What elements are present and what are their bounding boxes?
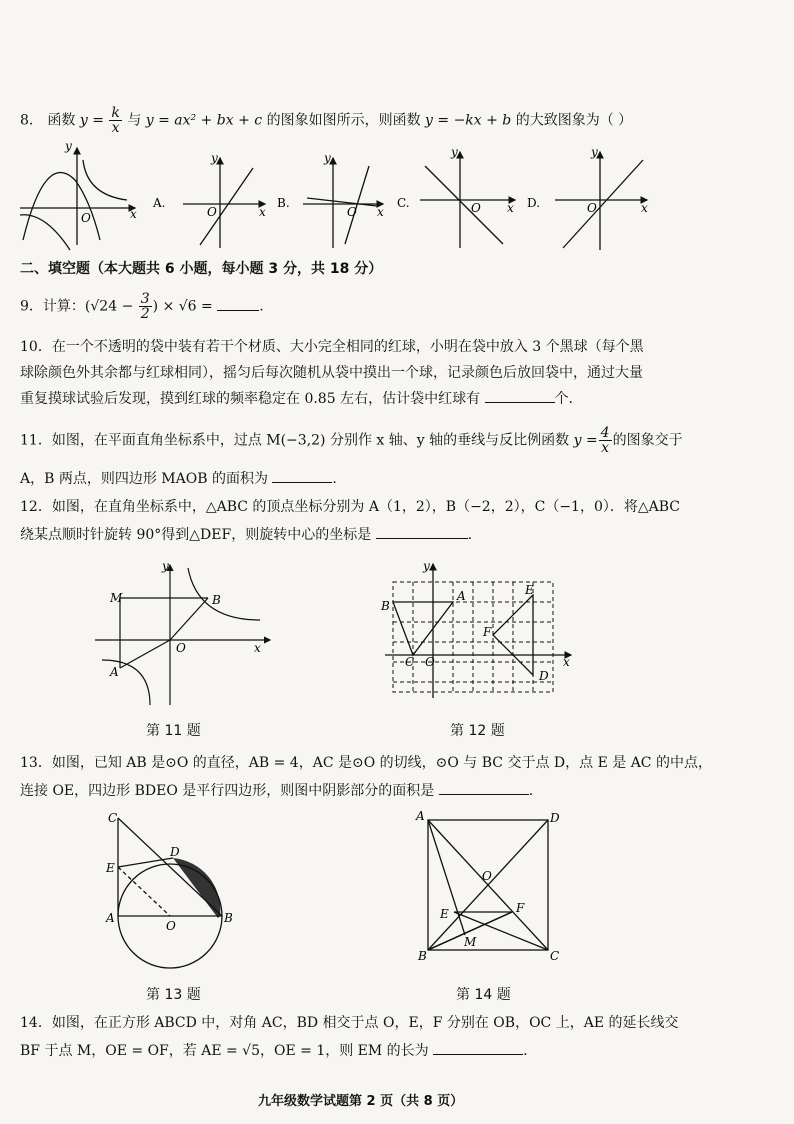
figure-14 — [410, 810, 560, 960]
q8-option-c-graph — [420, 152, 515, 248]
q8-fraction: $\frac{k}{x}$ — [111, 105, 120, 136]
question-10-line-2: 球除颜色外其余都与红球相同），摇匀后每次随机从袋中摸出一个球，记录颜色后放回袋中，通过大量 — [20, 365, 643, 381]
svg-text:B: B — [212, 593, 221, 607]
q8-text-d: 的大致图象为（ ） — [515, 112, 633, 129]
caption-fig-13: 第 13 题 — [146, 987, 201, 1003]
q8-option-c-label: C. — [397, 196, 410, 210]
svg-text:x: x — [254, 641, 261, 655]
q8-y-label: y — [65, 140, 72, 153]
svg-text:C: C — [405, 655, 415, 669]
svg-text:C: C — [108, 811, 118, 825]
q8-text-b: 与 — [127, 112, 142, 129]
svg-text:x: x — [563, 655, 570, 669]
q8-option-d-label: D. — [527, 196, 541, 210]
svg-text:A: A — [110, 665, 119, 679]
svg-text:E: E — [106, 861, 115, 875]
question-11-line-2: A，B 两点，则四边形 MAOB 的面积为 . — [20, 471, 337, 487]
svg-text:y: y — [423, 560, 430, 573]
question-9: 9．计算：(√24 − $\frac{3}{2}$ ) × √6 = . — [20, 291, 264, 322]
svg-text:M: M — [464, 935, 477, 949]
svg-text:D: D — [550, 811, 560, 825]
page-footer: 九年级数学试题第 2 页（共 8 页） — [258, 1094, 464, 1109]
svg-text:O: O — [347, 205, 357, 219]
svg-text:O: O — [425, 655, 435, 669]
q10-answer-blank[interactable] — [485, 402, 555, 403]
caption-fig-12: 第 12 题 — [450, 723, 505, 739]
question-11-line-1: 11．如图，在平面直角坐标系中，过点 M(−3,2) 分别作 x 轴、y 轴的垂线与反比例函数 y = $\frac{4}{x}$ 的图象交于 — [20, 425, 683, 456]
svg-text:A: A — [416, 810, 425, 823]
svg-text:x: x — [259, 205, 266, 219]
q14-answer-blank[interactable] — [433, 1054, 523, 1055]
svg-text:B: B — [224, 911, 233, 925]
svg-text:A: A — [457, 589, 466, 603]
svg-text:O: O — [587, 201, 597, 215]
svg-text:F: F — [483, 625, 492, 639]
svg-text:y: y — [162, 560, 169, 573]
q9-answer-blank[interactable] — [217, 310, 259, 311]
q8-given-graph — [20, 148, 135, 250]
question-14-line-2: BF 于点 M，OE = OF，若 AE = √5，OE = 1，则 EM 的长为 . — [20, 1043, 528, 1059]
q8-option-b-label: B. — [277, 196, 290, 210]
question-13-line-1: 13．如图，已知 AB 是⊙O 的直径，AB = 4，AC 是⊙O 的切线，⊙O 与 BC 交于点 D，点 E 是 AC 的中点， — [20, 755, 712, 771]
q9-sqrt-fraction: $\frac{3}{2}$ — [140, 291, 150, 322]
q8-option-a-graph — [183, 158, 265, 248]
svg-text:O: O — [81, 211, 91, 225]
q8-number: 8． — [20, 112, 43, 129]
svg-text:y: y — [591, 145, 598, 159]
figure-12 — [375, 560, 575, 700]
q12-answer-blank[interactable] — [376, 538, 468, 539]
caption-fig-14: 第 14 题 — [456, 987, 511, 1003]
q11-fraction: $\frac{4}{x}$ — [600, 425, 610, 456]
question-12-line-1: 12．如图，在直角坐标系中，△ABC 的顶点坐标分别为 A（1，2），B（−2，2），C（−1，0）．将△ABC — [20, 499, 681, 515]
question-10-line-1: 10．在一个不透明的袋中装有若干个材质、大小完全相同的红球，小明在袋中放入 3 个黑球（每个黑 — [20, 339, 644, 355]
svg-text:E: E — [525, 583, 534, 597]
q8-option-d-graph — [555, 152, 647, 250]
q8-text-c: 的图象如图所示，则函数 — [266, 112, 421, 129]
svg-text:O: O — [207, 205, 217, 219]
question-8: 8． 函数 y = $\frac{k}{x}$ 与 y = ax² + bx + c 的图象如图所示，则函数 y = −kx + b 的大致图象为（ ） — [20, 105, 633, 136]
svg-text:O: O — [166, 919, 176, 933]
svg-text:x: x — [130, 207, 137, 221]
q8-linear: y = −kx + b — [425, 112, 512, 129]
svg-text:O: O — [176, 641, 186, 655]
svg-text:D: D — [170, 845, 180, 859]
svg-text:C: C — [550, 949, 560, 960]
q11-answer-blank[interactable] — [272, 482, 332, 483]
q13-answer-blank[interactable] — [439, 794, 529, 795]
svg-text:x: x — [507, 201, 514, 215]
svg-text:F: F — [516, 901, 525, 915]
svg-text:x: x — [377, 205, 384, 219]
caption-fig-11: 第 11 题 — [146, 723, 201, 739]
svg-text:y: y — [211, 151, 218, 165]
svg-text:E: E — [440, 907, 449, 921]
svg-text:B: B — [418, 949, 427, 960]
section-heading: 二、填空题（本大题共 6 小题，每小题 3 分，共 18 分） — [20, 261, 383, 277]
svg-text:x: x — [641, 201, 648, 215]
q8-option-b-graph — [303, 158, 383, 248]
question-12-line-2: 绕某点顺时针旋转 90°得到△DEF，则旋转中心的坐标是 . — [20, 527, 473, 543]
svg-text:B: B — [381, 599, 390, 613]
svg-text:M: M — [110, 591, 123, 605]
svg-text:y: y — [451, 145, 458, 159]
figure-11 — [90, 560, 280, 710]
svg-text:y: y — [324, 151, 331, 165]
svg-text:D: D — [539, 669, 549, 683]
question-10-line-3: 重复摸球试验后发现，摸到红球的频率稳定在 0.85 左右，估计袋中红球有 个. — [20, 391, 573, 407]
svg-text:A: A — [106, 911, 115, 925]
svg-text:O: O — [471, 201, 481, 215]
q8-option-a-label: A. — [153, 196, 166, 210]
svg-text:O: O — [482, 869, 492, 883]
question-13-line-2: 连接 OE，四边形 BDEO 是平行四边形，则图中阴影部分的面积是 . — [20, 783, 534, 799]
figure-13 — [100, 810, 240, 980]
q8-figures — [15, 140, 655, 260]
question-14-line-1: 14．如图，在正方形 ABCD 中，对角 AC，BD 相交于点 O，E，F 分别在 OB，OC 上，AE 的延长线交 — [20, 1015, 679, 1031]
q8-text-a: 函数 — [47, 112, 76, 129]
q8-quadratic: y = ax² + bx + c — [145, 112, 263, 129]
